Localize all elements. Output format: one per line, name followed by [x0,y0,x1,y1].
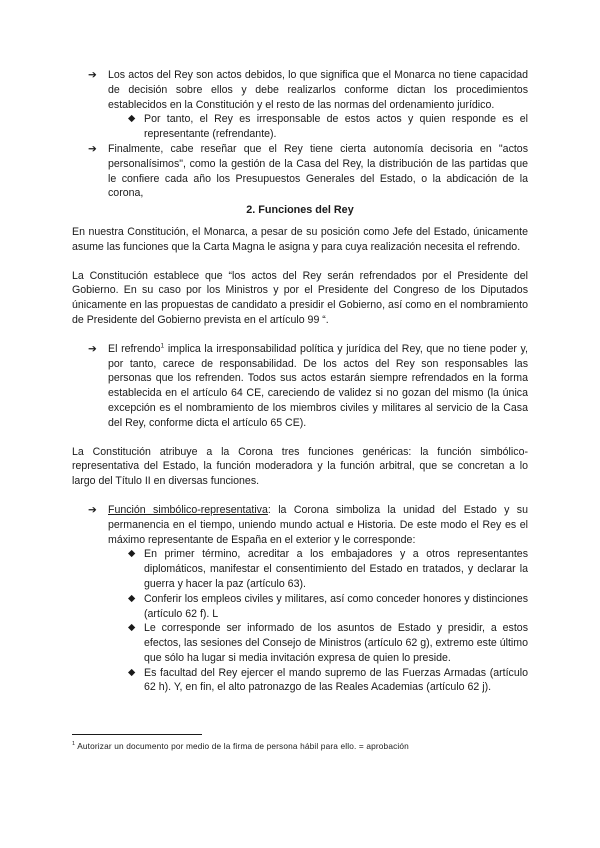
arrow-bullet-icon: ➔ [88,142,97,155]
paragraph: La Constitución atribuye a la Corona tres funciones genéricas: la función simbólico-representativa del Estado, la función moderadora y la función arbitral, que se concretan a lo largo del Título II en diversas funciones. [72,445,528,488]
diamond-bullet-icon: ◆ [128,113,136,125]
bullet-text: Función simbólico-representativa: la Corona simboliza la unidad del Estado y su permanencia en el tiempo, uniendo mundo actual e Historia. De este modo el Rey es el máximo representante de España en el exterior y le corresponde: [108,503,528,546]
diamond-bullet-icon: ◆ [128,592,136,604]
bullet-item [88,503,528,547]
arrow-bullet-icon: ➔ [88,69,97,81]
footnote-separator [72,734,202,735]
sub-bullet-text: En primer término, acreditar a los embajadores y a otros representantes diplomáticos, manifestar el consentimiento del Estado en tratados, y declarar la guerra y hacer la paz (artículo 63). [144,548,528,590]
paragraph: La Constitución establece que “los actos del Rey serán refrendados por el Presidente del Gobierno. En su caso por los Ministros y por el Presidente del Congreso de los Diputados únicamente en las propuestas de candidato a presidir el Gobierno, así como en el nombramiento de Presidente del Gobierno prevista en el artículo 99 “. [72,269,528,326]
diamond-bullet-icon: ◆ [128,548,136,560]
paragraph: En nuestra Constitución, el Monarca, a pesar de su posición como Jefe del Estado, únicamente asume las funciones que la Carta Magna le asigna y para cuya realización necesita el refrendo. [72,225,528,253]
footnote-number: 1 [72,741,76,748]
sub-bullet-item [128,592,528,622]
sub-bullet-text: Le corresponde ser informado de los asuntos de Estado y presidir, a estos efectos, las sesiones del Consejo de Ministros (artículo 62 g), extremo este último que sólo ha lugar si media invitación expresa de quien lo preside. [144,622,528,664]
bullet-text: El refrendo$^1$ implica la irresponsabilidad política y jurídica del Rey, que no tiene poder y, por tanto, carece de responsabilidad. De los actos del Rey son responsables las personas que los refrenden. Todos sus actos estarán siempre refrendados en la forma establecida en el artículo 64 CE, careciendo de validez si no gozan del mismo (la única excepción es el nombramiento de los miembros civiles y militares al servicio de la Casa del Rey, conforme dicta el artículo 65 CE). [108,342,528,429]
footnote-text: Autorizar un documento por medio de la firma de persona hábil para ello. = aprobación [77,741,409,751]
sub-bullet-item [128,621,528,665]
sub-bullet-text: Por tanto, el Rey es irresponsable de estos actos y quien responde es el representante (refrendante). [144,113,528,141]
arrow-bullet-icon: ➔ [88,503,97,516]
diamond-bullet-icon: ◆ [128,666,136,678]
footnote [72,741,532,752]
footnote-ref[interactable]: 1 [160,342,165,350]
sub-bullet-text: Conferir los empleos civiles y militares, así como conceder honores y distinciones (artículo 62 f). L [144,592,528,620]
bullet-item [88,342,528,431]
sub-bullet-item [128,547,528,591]
sub-bullet-text: Es facultad del Rey ejercer el mando supremo de las Fuerzas Armadas (artículo 62 h). Y, en fin, el alto patronazgo de las Reales Academias (artículo 62 j). [144,666,528,694]
arrow-bullet-icon: ➔ [88,342,97,355]
bullet-text: Los actos del Rey son actos debidos, lo que significa que el Monarca no tiene capacidad de decisión sobre ellos y debe realizarlos conforme dictan los procedimientos establecidos en la Constitución y el resto de las normas del ordenamiento jurídico. [108,69,528,111]
sub-bullet-item [128,666,528,696]
bullet-text: Finalmente, cabe reseñar que el Rey tiene cierta autonomía decisoria en "actos personalísimos", como la gestión de la Casa del Rey, la distribución de las partidas que le confiere cada año los Presupuestos Generales del Estado, o la abdicación de la corona, [108,142,528,200]
document-body [72,68,528,695]
bullet-item [88,142,528,201]
sub-bullet-item [128,112,528,142]
function-title: Función simbólico-representativa [108,503,268,516]
bullet-item [88,68,528,112]
section-heading: 2. Funciones del Rey [246,204,354,217]
diamond-bullet-icon: ◆ [128,622,136,634]
